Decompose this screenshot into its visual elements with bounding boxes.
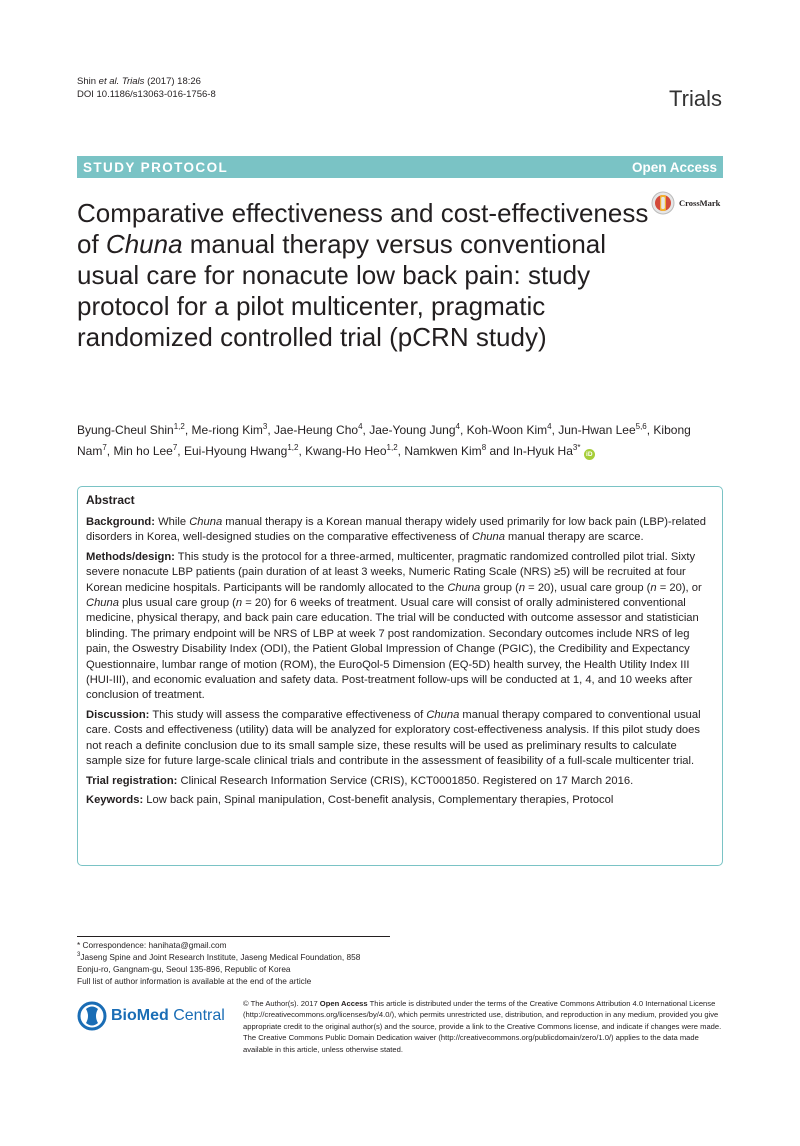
author-name[interactable]: Me-riong Kim$^3$	[191, 422, 268, 437]
author-name[interactable]: Jae-Heung Cho$^4$	[274, 422, 363, 437]
author-affiliation-sup: 1,2	[173, 422, 185, 431]
publisher-central: Central	[168, 1007, 225, 1024]
abstract-background	[86, 515, 714, 546]
text: manual therapy compared to conventional usual care. Costs and effectiveness (utility) data will be analyzed for exploratory cost-effectiveness analysis. If this pilot study does not reach a definite conclusion due to its small sample size, these results will be used as preliminary results to calculate sample size for future large-scale clinical trials and contribute in the assessment of feasibility of a full-scale multicenter trial.	[86, 708, 701, 768]
license-open-access: Open Access	[319, 999, 368, 1008]
abstract-methods	[86, 550, 714, 704]
title-italic: Chuna	[105, 229, 183, 259]
text: Clinical Research Information Service (CRIS), KCT0001850. Registered on 17 March 2016.	[177, 774, 634, 787]
correspondence[interactable]: * Correspondence: hanihata@gmail.com	[77, 940, 227, 950]
author-affiliation-sup: 7	[102, 443, 107, 452]
open-access-label[interactable]: Open Access	[631, 159, 717, 175]
citation-line	[77, 76, 201, 88]
italic-term: Chuna	[189, 516, 223, 528]
author-affiliation-sup: 5,6	[635, 422, 647, 431]
text: manual therapy is a Korean manual therapy widely used primarily for low back pain (LBP)-related disorders in Korea, well-designed studies on the comparative effectiveness of	[86, 516, 706, 544]
author-name[interactable]: Jun-Hwan Lee$^{5,6}$	[558, 422, 647, 437]
affiliation-line	[77, 951, 360, 963]
article-title	[77, 198, 657, 353]
article-type-banner	[77, 156, 723, 178]
journal-name: Trials	[669, 86, 722, 111]
text: manual therapy are scarce.	[504, 531, 644, 544]
trial-registration-label: Trial registration:	[86, 774, 178, 787]
citation-journal: Trials	[121, 76, 145, 87]
discussion-label: Discussion:	[86, 708, 150, 721]
crossmark-label: CrossMark	[679, 198, 721, 208]
citation-authors: Shin	[77, 76, 97, 87]
license-prefix: © The Author(s). 2017	[243, 999, 320, 1008]
author-affiliation-sup: 8	[481, 443, 487, 452]
author-affiliation-sup: 3*	[572, 443, 581, 452]
author-name[interactable]: Kibong Nam$^7$	[77, 423, 691, 458]
author-name[interactable]: Eui-Hyoung Hwang$^{1,2}$	[183, 443, 299, 458]
author-name[interactable]: Kwang-Ho Heo$^{1,2}$	[305, 443, 398, 458]
keywords-label: Keywords:	[86, 793, 144, 806]
author-name[interactable]: Jae-Young Jung$^4$	[369, 422, 460, 437]
methods-label: Methods/design:	[86, 550, 175, 563]
italic-term: Chuna	[426, 708, 460, 721]
abstract-heading: Abstract	[86, 493, 135, 507]
article-type-label: STUDY PROTOCOL	[83, 159, 229, 175]
text: = 20), usual care group (	[525, 581, 651, 594]
background-label: Background:	[86, 516, 155, 528]
text: While	[155, 516, 190, 528]
text: = 20) for 6 weeks of treatment. Usual care will consist of orally administered conventional medicine, physical therapy, and back pain care education. The trial will be conducted with outcome assessor and statistician blinding. The primary endpoint will be NRS of LBP at week 7 post randomization. Secondary outcomes include NRS of leg pain, the Oswestry Disability Index (ODI), the Patient Global Impression of Change (PGIC), the Credibility and Expectancy Questionnaire, lumbar range of motion (ROM), the EuroQol-5 Dimension (EQ-5D) health survey, the Health Utility Index III (HUI-III), and economic evaluation and safety data. Post-treatment follow-ups will be conducted at 1, 4, and 10 weeks after conclusion of treatment.	[86, 597, 699, 702]
abstract-trial-registration	[86, 774, 714, 789]
publisher-logo[interactable]	[77, 1000, 227, 1032]
title-part1: Comparative effectiveness and cost-effectiveness of	[77, 198, 649, 259]
abstract-keywords	[86, 793, 714, 808]
author-name[interactable]: Byung-Cheul Shin$^{1,2}$	[77, 422, 185, 437]
biomed-central-icon	[77, 1001, 107, 1031]
author-affiliation-sup: 7	[172, 443, 178, 452]
italic-term: Chuna	[86, 597, 119, 610]
text: group (	[480, 581, 519, 594]
italic-term: Chuna	[471, 531, 505, 544]
doi[interactable]: DOI 10.1186/s13063-016-1756-8	[77, 89, 216, 100]
footnote-divider	[77, 936, 390, 937]
author-name[interactable]: Koh-Woon Kim$^4$	[466, 422, 552, 437]
publisher-bio: BioMed	[111, 1007, 169, 1024]
full-list-note: Full list of author information is available at the end of the article	[77, 976, 312, 986]
author-affiliation-sup: 4	[358, 422, 363, 431]
author-affiliation-sup: 4	[547, 422, 552, 431]
italic-term: Chuna	[447, 581, 481, 594]
author-affiliation-sup: 1,2	[287, 443, 299, 452]
orcid-icon[interactable]: iD	[584, 449, 595, 460]
author-name[interactable]: Namkwen Kim$^8$	[404, 443, 487, 458]
author-name[interactable]: Min ho Lee$^7$	[113, 443, 178, 458]
affiliation-text: Jaseng Spine and Joint Research Institute, Jaseng Medical Foundation, 858	[80, 952, 361, 962]
text: plus usual care group (	[118, 597, 236, 610]
crossmark-badge[interactable]	[651, 188, 731, 218]
italic-n: n	[518, 581, 526, 594]
license-text	[243, 998, 723, 1055]
affiliation-sup: 3	[77, 952, 81, 959]
author-name[interactable]: In-Hyuk $Ha^{3*}$	[512, 443, 581, 458]
author-affiliation-sup: 4	[455, 422, 460, 431]
abstract-box	[77, 486, 723, 866]
author-list: Byung-Cheul Shin$^{1,2}$, Me-riong Kim$^3$, Jae-Heung Cho$^4$, Jae-Young Jung$^4$, Koh-Woon Kim$^4$, Jun-Hwan Lee$^{5,6}$, Kibong Nam$^7$, Min ho Lee$^7$, Eui-Hyoung Hwang$^{1,2}$, Kwang-Ho Heo$^{1,2}$, Namkwen Kim$^8$ and In-Hyuk $Ha^{3*}$ iD	[77, 422, 691, 458]
footnotes	[77, 939, 360, 987]
authors-and: and	[486, 444, 513, 458]
text: Low back pain, Spinal manipulation, Cost-benefit analysis, Complementary therapies, Protocol	[143, 793, 614, 806]
italic-n: n	[235, 597, 243, 610]
title-part2: manual therapy versus conventional usual care for nonacute low back pain: study protocol for a pilot multicenter, pragmatic randomized controlled trial (pCRN study)	[77, 229, 607, 352]
text: = 20), or	[656, 581, 702, 594]
license-body: This article is distributed under the terms of the Creative Commons Attribution 4.0 International License (http://creativecommons.org/licenses/by/4.0/), which permits unrestricted use, distribution, and reproduction in any medium, provided you give appropriate credit to the original author(s) and the source, provide a link to the Creative Commons license, and indicate if changes were made. The Creative Commons Public Domain Dedication waiver (http://creativecommons.org/publicdomain/zero/1.0/) applies to the data made available in this article, unless otherwise stated.	[243, 999, 722, 1054]
citation-volume: (2017) 18:26	[147, 76, 201, 87]
author-affiliation-sup: 3	[262, 422, 268, 431]
italic-n: n	[650, 581, 657, 594]
abstract-discussion	[86, 708, 714, 770]
text: This study will assess the comparative effectiveness of	[149, 708, 427, 721]
author-affiliation-sup: 1,2	[386, 443, 398, 452]
publisher-name	[111, 1007, 225, 1025]
affiliation-line-2: Eonju-ro, Gangnam-gu, Seoul 135-896, Republic of Korea	[77, 964, 291, 974]
text: This study is the protocol for a three-armed, multicenter, pragmatic randomized controlled pilot trial. Sixty severe nonacute LBP patients (pain duration of at least 3 weeks, Numeric Rating Scale (NRS) ≥5) will be recruited at four Korean medicine hospitals. Participants will be randomly allocated to the	[86, 550, 696, 594]
citation-etal: et al.	[98, 76, 120, 87]
